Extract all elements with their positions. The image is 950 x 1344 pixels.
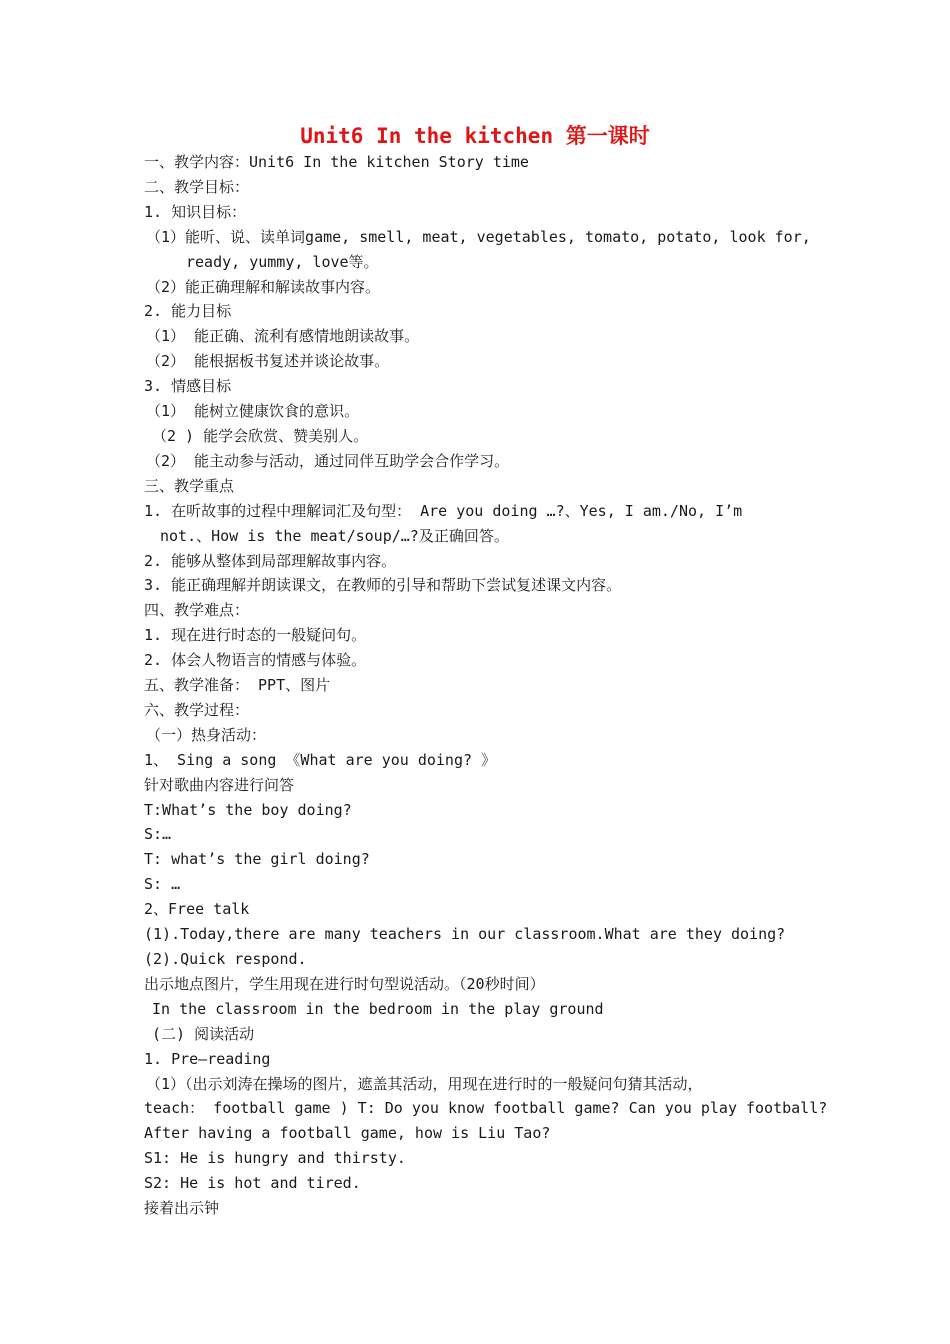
text-line: 1. 在听故事的过程中理解词汇及句型： Are you doing …?、Yes, I am./No, I’m [144,501,743,520]
text-line: S: … [144,875,181,894]
text-line: T: what’s the girl doing? [144,850,370,869]
text-line: （2）能正确理解和解读故事内容。 [146,277,381,296]
text-line: 针对歌曲内容进行问答 [144,775,295,794]
text-line: not.、How is the meat/soup/…?及正确回答。 [160,526,509,545]
section-heading: 二、教学目标： [144,177,250,196]
text-line: 出示地点图片，学生用现在进行时句型说活动。（20秒时间） [144,974,545,993]
text-line: ready, yummy, love等。 [186,252,379,271]
text-line: (1).Today,there are many teachers in our classroom.What are they doing? [144,925,786,944]
text-line: （1） 能树立健康饮食的意识。 [146,402,360,421]
subsection-heading: （一）热身活动： [146,725,267,744]
text-line: 1. Pre—reading [144,1049,271,1068]
subsection-heading: 1. 知识目标： [144,202,247,221]
text-line: （2 ) 能学会欣赏、赞美别人。 [152,426,369,445]
subsection-heading: 2. 能力目标 [144,302,232,321]
text-line: 1、 Sing a song 《What are you doing? 》 [144,750,497,769]
section-heading: 三、教学重点 [144,476,235,495]
text-line: S2: He is hot and tired. [144,1174,361,1193]
subsection-heading: (二) 阅读活动 [152,1024,255,1043]
page-title: Unit6 In the kitchen 第一课时 [300,124,650,148]
section-heading: 六、教学过程： [144,700,250,719]
text-line: 2、Free talk [144,900,250,919]
text-line: （1）（出示刘涛在操场的图片，遮盖其活动，用现在进行时的一般疑问句猜其活动， [146,1074,703,1093]
text-line: teach： football game ) T: Do you know football game? Can you play football? [144,1099,828,1118]
text-line: 2. 能够从整体到局部理解故事内容。 [144,551,397,570]
text-line: （2） 能主动参与活动，通过同伴互助学会合作学习。 [146,451,510,470]
section-heading: 一、教学内容：Unit6 In the kitchen Story time [144,153,529,171]
text-line: 1. 现在进行时态的一般疑问句。 [144,626,367,645]
text-line: (2).Quick respond. [144,950,307,968]
document-body [144,150,828,1221]
text-line: After having a football game, how is Liu Tao? [144,1124,551,1143]
text-line: 接着出示钟 [144,1199,220,1218]
text-line: 2. 体会人物语言的情感与体验。 [144,651,367,670]
text-line: （2） 能根据板书复述并谈论故事。 [146,352,390,371]
text-line: In the classroom in the bedroom in the play ground [152,999,604,1018]
section-heading: 四、教学难点： [144,601,250,620]
subsection-heading: 3. 情感目标 [144,377,232,396]
text-line: 3. 能正确理解并朗读课文，在教师的引导和帮助下尝试复述课文内容。 [144,576,622,595]
text-line: T:What’s the boy doing? [144,800,352,819]
text-line: （1）能听、说、读单词game, smell, meat, vegetables, tomato, potato, look for, [146,227,811,246]
text-line: S:… [144,825,172,844]
section-heading: 五、教学准备： PPT、图片 [144,676,331,695]
text-line: （1） 能正确、流利有感情地朗读故事。 [146,327,420,346]
text-line: S1: He is hungry and thirsty. [144,1149,406,1168]
